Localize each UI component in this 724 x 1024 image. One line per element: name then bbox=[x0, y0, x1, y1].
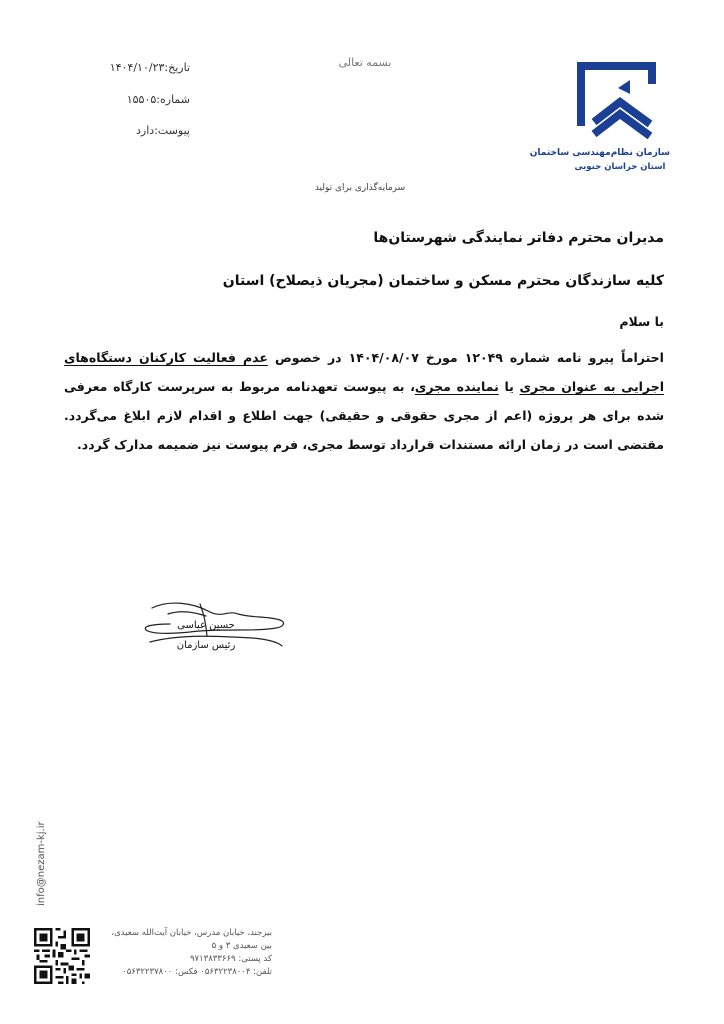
org-name: سازمان نظام‌مهندسی ساختمان bbox=[529, 148, 670, 158]
attachment-label: پیوست: bbox=[154, 124, 190, 137]
date-value: ۱۴۰۴/۱۰/۲۳ bbox=[109, 61, 165, 74]
signature-block bbox=[140, 600, 290, 660]
signer-title: رئیس سازمان bbox=[176, 640, 236, 651]
footer-address bbox=[96, 928, 272, 977]
address-line-2: بین سعیدی ۳ و ۵ bbox=[211, 941, 272, 951]
body-underline-1: عدم فعالیت کارکنان دستگاه‌های اجرایی به عنوان مجری bbox=[64, 350, 665, 394]
number-value: ۱۵۵۰۵ bbox=[126, 93, 157, 106]
body-underline-2: نماینده مجری bbox=[414, 379, 499, 394]
org-logo bbox=[529, 60, 670, 172]
body-part-3: ، به پیوست تعهدنامه مربوط به سرپرست کارگاه معرفی شده برای هر پروژه (اعم از مجری حقوقی و حقیقی) جهت اطلاع و اقدام لازم ابلاغ می‌گردد. مقتضی است در زمان ارائه مستندات قرارداد توسط مجری، فرم پیوست نیز ضمیمه مدارک گردد. bbox=[64, 379, 664, 452]
org-province: استان خراسان جنوبی bbox=[574, 162, 666, 172]
qr-code-icon bbox=[34, 928, 90, 984]
qr-code bbox=[34, 928, 90, 984]
motto: سرمایه‌گذاری برای تولید bbox=[314, 183, 406, 193]
phone-fax: تلفن: ۰۵۶۳۲۲۳۸۰۰۴ فکس: ۰۵۶۳۲۲۳۷۸۰۰ bbox=[122, 967, 272, 977]
letter-number bbox=[60, 93, 190, 106]
address-line-1: بیرجند، خیابان مدرس، خیابان آیت‌الله سعیدی، bbox=[111, 928, 272, 938]
org-emblem-icon bbox=[570, 60, 670, 142]
body-part-1: احتراماً پیرو نامه شماره ۱۲۰۴۹ مورخ ۱۴۰۴/۰۸/۰۷ در خصوص bbox=[267, 350, 664, 365]
date-label: تاریخ: bbox=[164, 61, 190, 74]
greeting: با سلام bbox=[619, 314, 664, 329]
signer-name: حسین عباسی bbox=[177, 620, 235, 631]
body-part-2: یا bbox=[498, 379, 520, 394]
letter-attachment bbox=[60, 124, 190, 137]
recipient-1: مدیران محترم دفاتر نمایندگی شهرستان‌ها bbox=[373, 230, 664, 246]
letter-body bbox=[64, 343, 664, 459]
recipient-2: کلیه سازندگان محترم مسکن و ساختمان (مجریان ذیصلاح) استان bbox=[222, 273, 664, 289]
letter-date bbox=[60, 61, 190, 74]
footer-email: info@nezam-kj.ir bbox=[36, 821, 47, 906]
basmala: بسمه تعالی bbox=[338, 56, 392, 69]
attachment-value: دارد bbox=[136, 124, 155, 137]
postal-code: کد پستی: ۹۷۱۳۸۳۳۶۶۹ bbox=[189, 954, 272, 964]
number-label: شماره: bbox=[156, 93, 190, 106]
